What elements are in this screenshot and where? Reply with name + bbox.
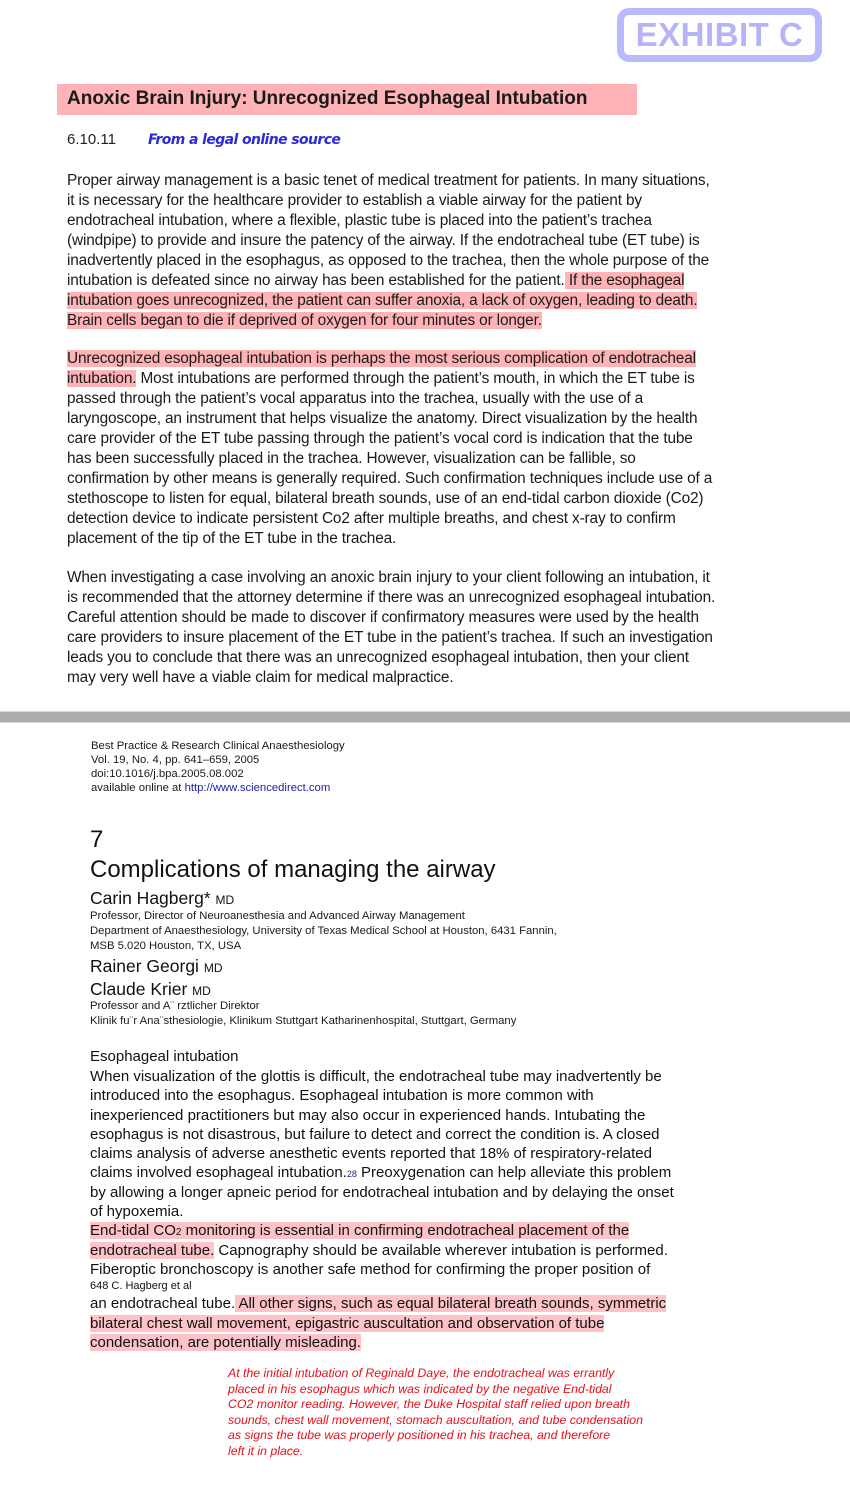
annotation-line: CO2 monitor reading. However, the Duke Hospital staff relied upon breath: [228, 1397, 630, 1412]
text-line: is recommended that the attorney determine if there was an unrecognized esophageal intubation.: [67, 589, 716, 606]
author-degree: MD: [192, 984, 211, 998]
sciencedirect-link[interactable]: http://www.sciencedirect.com: [184, 782, 331, 794]
text-line: [90, 1333, 674, 1352]
text-line: care provider of the ET tube passing through the patient’s vocal cord is indication that the tube: [67, 430, 693, 447]
text-line: introduced into the esophagus. Esophageal intubation is more common with: [90, 1087, 594, 1105]
journal-body: [90, 1067, 674, 1352]
text-line: has been successfully placed in the trachea. However, visualization can be fallible, so: [67, 450, 636, 467]
affiliation-line: MSB 5.020 Houston, TX, USA: [90, 940, 242, 952]
journal-volume: Vol. 19, No. 4, pp. 641–659, 2005: [91, 754, 260, 766]
availability-prefix: available online at: [91, 782, 185, 794]
text-line: placement of the tip of the ET tube in the trachea.: [67, 530, 397, 547]
text-line: Careful attention should be made to discover if confirmatory measures were used by the health: [67, 609, 699, 626]
text-line: [67, 369, 712, 389]
text-line: [90, 1294, 674, 1313]
plain-text: intubation is defeated since no airway has been established for the patient.: [67, 272, 565, 289]
annotation-line: At the initial intubation of Reginald Daye, the endotracheal was errantly: [228, 1366, 615, 1380]
paragraph-3: [67, 568, 715, 688]
author-degree: MD: [215, 893, 235, 907]
text-line: [67, 349, 712, 369]
journal-name: Best Practice & Research Clinical Anaesthesiology: [91, 740, 345, 752]
chapter-number: 7: [90, 826, 104, 853]
text-line: it is necessary for the healthcare provider to establish a viable airway for the patient by: [67, 192, 642, 209]
page-divider: [0, 711, 850, 723]
annotation-line: left it in place.: [228, 1443, 304, 1458]
plain-text: Capnography should be available wherever intubation is performed.: [214, 1241, 668, 1259]
text-line: laryngoscope, an instrument that helps visualize the anatomy. Direct visualization by the health: [67, 410, 698, 427]
section-heading: Esophageal intubation: [90, 1048, 239, 1065]
affiliation-line: Klinik fu¨r Ana¨sthesiologie, Klinikum Stuttgart Katharinenhospital, Stuttgart, Germany: [90, 1015, 517, 1027]
paragraph-1: [67, 171, 710, 331]
running-head: 648 C. Hagberg et al: [90, 1280, 192, 1293]
text-line: When visualization of the glottis is difficult, the endotracheal tube may inadvertently be: [90, 1068, 662, 1085]
text-line: [67, 291, 710, 311]
highlighted-text: intubation goes unrecognized, the patient can suffer anoxia, a lack of oxygen, leading to death.: [67, 292, 698, 309]
affiliation-line: Professor, Director of Neuroanesthesia and Advanced Airway Management: [90, 910, 465, 922]
article-date: 6.10.11: [67, 131, 116, 148]
text-line: care providers to insure placement of the ET tube in the patient’s trachea. If such an investigation: [67, 629, 713, 646]
author-degree: MD: [203, 961, 223, 975]
author-name: [90, 888, 234, 909]
journal-doi: doi:10.1016/j.bpa.2005.08.002: [91, 768, 244, 780]
text-line: leads you to conclude that there was an unrecognized esophageal intubation, then your client: [67, 649, 689, 666]
text-line: [67, 271, 710, 291]
text-line: endotracheal intubation, where a flexible, plastic tube is placed into the patient’s trachea: [67, 212, 652, 229]
highlight-part: End-tidal CO: [90, 1222, 176, 1240]
text-line: confirmation by other means is generally required. Such confirmation techniques include use of a: [67, 470, 713, 487]
text-line: Proper airway management is a basic tenet of medical treatment for patients. In many situations,: [67, 172, 710, 189]
text-line: When investigating a case involving an anoxic brain injury to your client following an intubation, it: [67, 569, 710, 586]
annotation-line: as signs the tube was properly positioned in his trachea, and therefore: [228, 1428, 611, 1443]
highlighted-text: Brain cells began to die if deprived of oxygen for four minutes or longer.: [67, 312, 542, 329]
author-name-text: Carin Hagberg*: [90, 888, 211, 908]
subscript: 2: [175, 1227, 182, 1239]
text-line: esophagus is not disastrous, but failure to detect and correct the condition is. A closed: [90, 1125, 660, 1143]
text-line: [90, 1163, 674, 1182]
text-line: inexperienced practitioners but may also occur in experienced hands. Intubating the: [90, 1106, 646, 1124]
text-line: may very well have a viable claim for medical malpractice.: [67, 669, 454, 686]
text-line: passed through the patient’s vocal apparatus into the trachea, usually with the use of a: [67, 390, 644, 407]
author-affiliation: [90, 909, 557, 954]
annotation-line: placed in his esophagus which was indicated by the negative End-tidal: [228, 1381, 612, 1396]
exhibit-stamp: EXHIBIT C: [617, 8, 822, 62]
journal-citation: [91, 739, 345, 795]
highlighted-text: If the esophageal: [564, 272, 685, 289]
text-line: [90, 1221, 674, 1240]
text-line: [90, 1241, 674, 1260]
highlighted-text: All other signs, such as equal bilateral breath sounds, symmetric: [235, 1295, 667, 1313]
text-line: [90, 1314, 674, 1333]
affiliation-line: Professor and A¨ rztlicher Direktor: [90, 1000, 260, 1012]
highlight-part: monitoring is essential in confirming endotracheal placement of the: [181, 1222, 630, 1240]
text-line: of hypoxemia.: [90, 1203, 184, 1221]
plain-text: Most intubations are performed through the patient’s mouth, in which the ET tube is: [136, 370, 695, 387]
author-name: [90, 979, 211, 1000]
journal-availability: [91, 781, 345, 795]
author-name-text: Claude Krier: [90, 979, 188, 999]
text-line: inadvertently placed in the esophagus, as opposed to the trachea, then the whole purpose of the: [67, 252, 710, 269]
affiliation-line: Department of Anaesthesiology, University of Texas Medical School at Houston, 6431 Fannin,: [90, 925, 557, 937]
highlighted-text: endotracheal tube.: [90, 1241, 215, 1259]
plain-text: Preoxygenation can help alleviate this problem: [356, 1164, 672, 1182]
article-title: Anoxic Brain Injury: Unrecognized Esophageal Intubation: [67, 88, 588, 109]
case-annotation: [228, 1366, 643, 1460]
plain-text: an endotracheal tube.: [90, 1295, 236, 1313]
author-affiliation: [90, 999, 516, 1029]
text-line: Fiberoptic bronchoscopy is another safe method for confirming the proper position of: [90, 1260, 651, 1278]
highlighted-text: Unrecognized esophageal intubation is perhaps the most serious complication of endotracheal: [67, 350, 696, 367]
text-line: (windpipe) to provide and insure the patency of the airway. If the endotracheal tube (ET tube) is: [67, 232, 700, 249]
reference-number[interactable]: 28: [346, 1169, 357, 1180]
highlighted-text: intubation.: [67, 370, 137, 387]
text-line: by allowing a longer apneic period for endotracheal intubation and by delaying the onset: [90, 1183, 674, 1201]
plain-text: claims involved esophageal intubation.: [90, 1164, 347, 1182]
highlighted-text: condensation, are potentially misleading.: [90, 1333, 362, 1351]
author-name-text: Rainer Georgi: [90, 956, 199, 976]
source-note: From a legal online source: [148, 132, 341, 148]
text-line: claims analysis of adverse anesthetic events reported that 18% of respiratory-related: [90, 1145, 652, 1163]
text-line: detection device to indicate persistent Co2 after multiple breaths, and chest x-ray to confirm: [67, 510, 676, 527]
text-line: stethoscope to listen for equal, bilateral breath sounds, use of an end-tidal carbon dioxide (Co2): [67, 490, 704, 507]
highlighted-text: bilateral chest wall movement, epigastric auscultation and observation of tube: [90, 1314, 605, 1332]
highlighted-text: [90, 1222, 629, 1239]
chapter-title: Complications of managing the airway: [90, 856, 496, 883]
paragraph-2: [67, 349, 712, 549]
text-line: [67, 311, 710, 331]
annotation-line: sounds, chest wall movement, stomach auscultation, and tube condensation: [228, 1412, 643, 1427]
author-name: [90, 956, 223, 977]
